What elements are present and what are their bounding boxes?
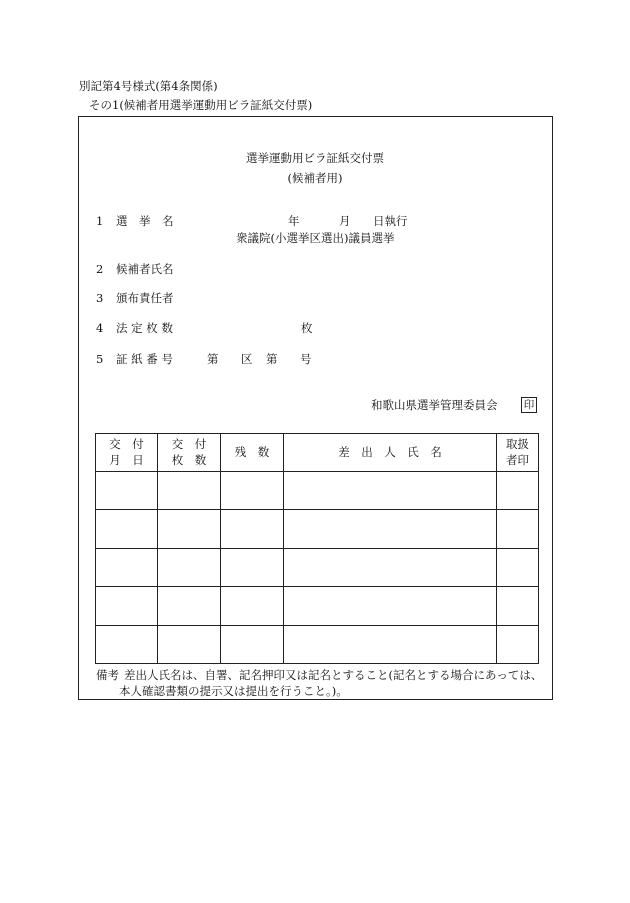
item-label: 証 紙 番 号 xyxy=(116,352,173,366)
item-number: 2 xyxy=(96,262,104,276)
header-submitter-name: 差 出 人 氏 名 xyxy=(284,434,497,472)
table-cell[interactable] xyxy=(284,587,497,625)
table-cell[interactable] xyxy=(497,548,539,586)
table-cell[interactable] xyxy=(158,587,221,625)
seal-box: 印 xyxy=(521,397,537,413)
item-number: 3 xyxy=(96,291,104,305)
table-cell[interactable] xyxy=(284,510,497,548)
number-prefix: 第 xyxy=(266,352,278,366)
table-cell[interactable] xyxy=(221,625,284,663)
table-row xyxy=(96,548,539,586)
table-cell[interactable] xyxy=(497,625,539,663)
table-cell[interactable] xyxy=(497,472,539,510)
table-cell[interactable] xyxy=(221,510,284,548)
item-label: 法 定 枚 数 xyxy=(116,321,173,335)
table-cell[interactable] xyxy=(284,472,497,510)
table-cell[interactable] xyxy=(158,548,221,586)
table-cell[interactable] xyxy=(497,510,539,548)
document-subtitle: (候補者用) xyxy=(287,171,343,185)
table-cell[interactable] xyxy=(96,510,158,548)
table-cell[interactable] xyxy=(96,587,158,625)
table-row xyxy=(96,510,539,548)
table-cell[interactable] xyxy=(158,472,221,510)
table-row xyxy=(96,472,539,510)
year-label: 年 xyxy=(288,214,300,228)
item-label: 選 挙 名 xyxy=(116,214,174,228)
document-title: 選挙運動用ビラ証紙交付票 xyxy=(246,151,384,165)
table-header-row xyxy=(96,434,539,472)
header-issue-date: 交 付 月 日 xyxy=(96,434,158,472)
table-cell[interactable] xyxy=(221,472,284,510)
table-row xyxy=(96,625,539,663)
election-type: 衆議院(小選挙区選出)議員選挙 xyxy=(236,231,395,245)
issuer-name: 和歌山県選挙管理委員会 xyxy=(371,398,498,412)
district-prefix: 第 xyxy=(207,352,219,366)
table-cell[interactable] xyxy=(158,625,221,663)
item-label: 候補者氏名 xyxy=(116,262,174,276)
header-remaining: 残 数 xyxy=(221,434,284,472)
issuance-ledger-table xyxy=(95,433,539,664)
table-cell[interactable] xyxy=(284,625,497,663)
table-cell[interactable] xyxy=(96,548,158,586)
note-text-line1: 差出人氏名は、自署、記名押印又は記名とすること(記名とする場合にあっては、 xyxy=(124,668,543,682)
table-cell[interactable] xyxy=(221,587,284,625)
note-label: 備考 xyxy=(96,668,119,682)
table-cell[interactable] xyxy=(158,510,221,548)
table-cell[interactable] xyxy=(497,587,539,625)
table-cell[interactable] xyxy=(221,548,284,586)
district-label: 区 xyxy=(241,352,253,366)
execution-day-label: 日執行 xyxy=(373,214,408,228)
table-cell[interactable] xyxy=(96,472,158,510)
table-cell[interactable] xyxy=(284,548,497,586)
form-subtitle: その1(候補者用選挙運動用ビラ証紙交付票) xyxy=(89,98,313,112)
table-cell[interactable] xyxy=(96,625,158,663)
item-label: 頒布責任者 xyxy=(116,291,174,305)
sheet-unit: 枚 xyxy=(301,321,313,335)
item-number: 1 xyxy=(96,214,104,228)
month-label: 月 xyxy=(339,214,351,228)
form-reference: 別記第4号様式(第4条関係) xyxy=(79,79,218,93)
note-text-line2: 本人確認書類の提示又は提出を行うこと。)。 xyxy=(119,684,348,698)
header-handler-seal: 取扱 者印 xyxy=(497,434,539,472)
table-row xyxy=(96,587,539,625)
item-number: 4 xyxy=(96,321,104,335)
number-suffix: 号 xyxy=(300,352,312,366)
item-number: 5 xyxy=(96,352,104,366)
header-issue-count: 交 付 枚 数 xyxy=(158,434,221,472)
